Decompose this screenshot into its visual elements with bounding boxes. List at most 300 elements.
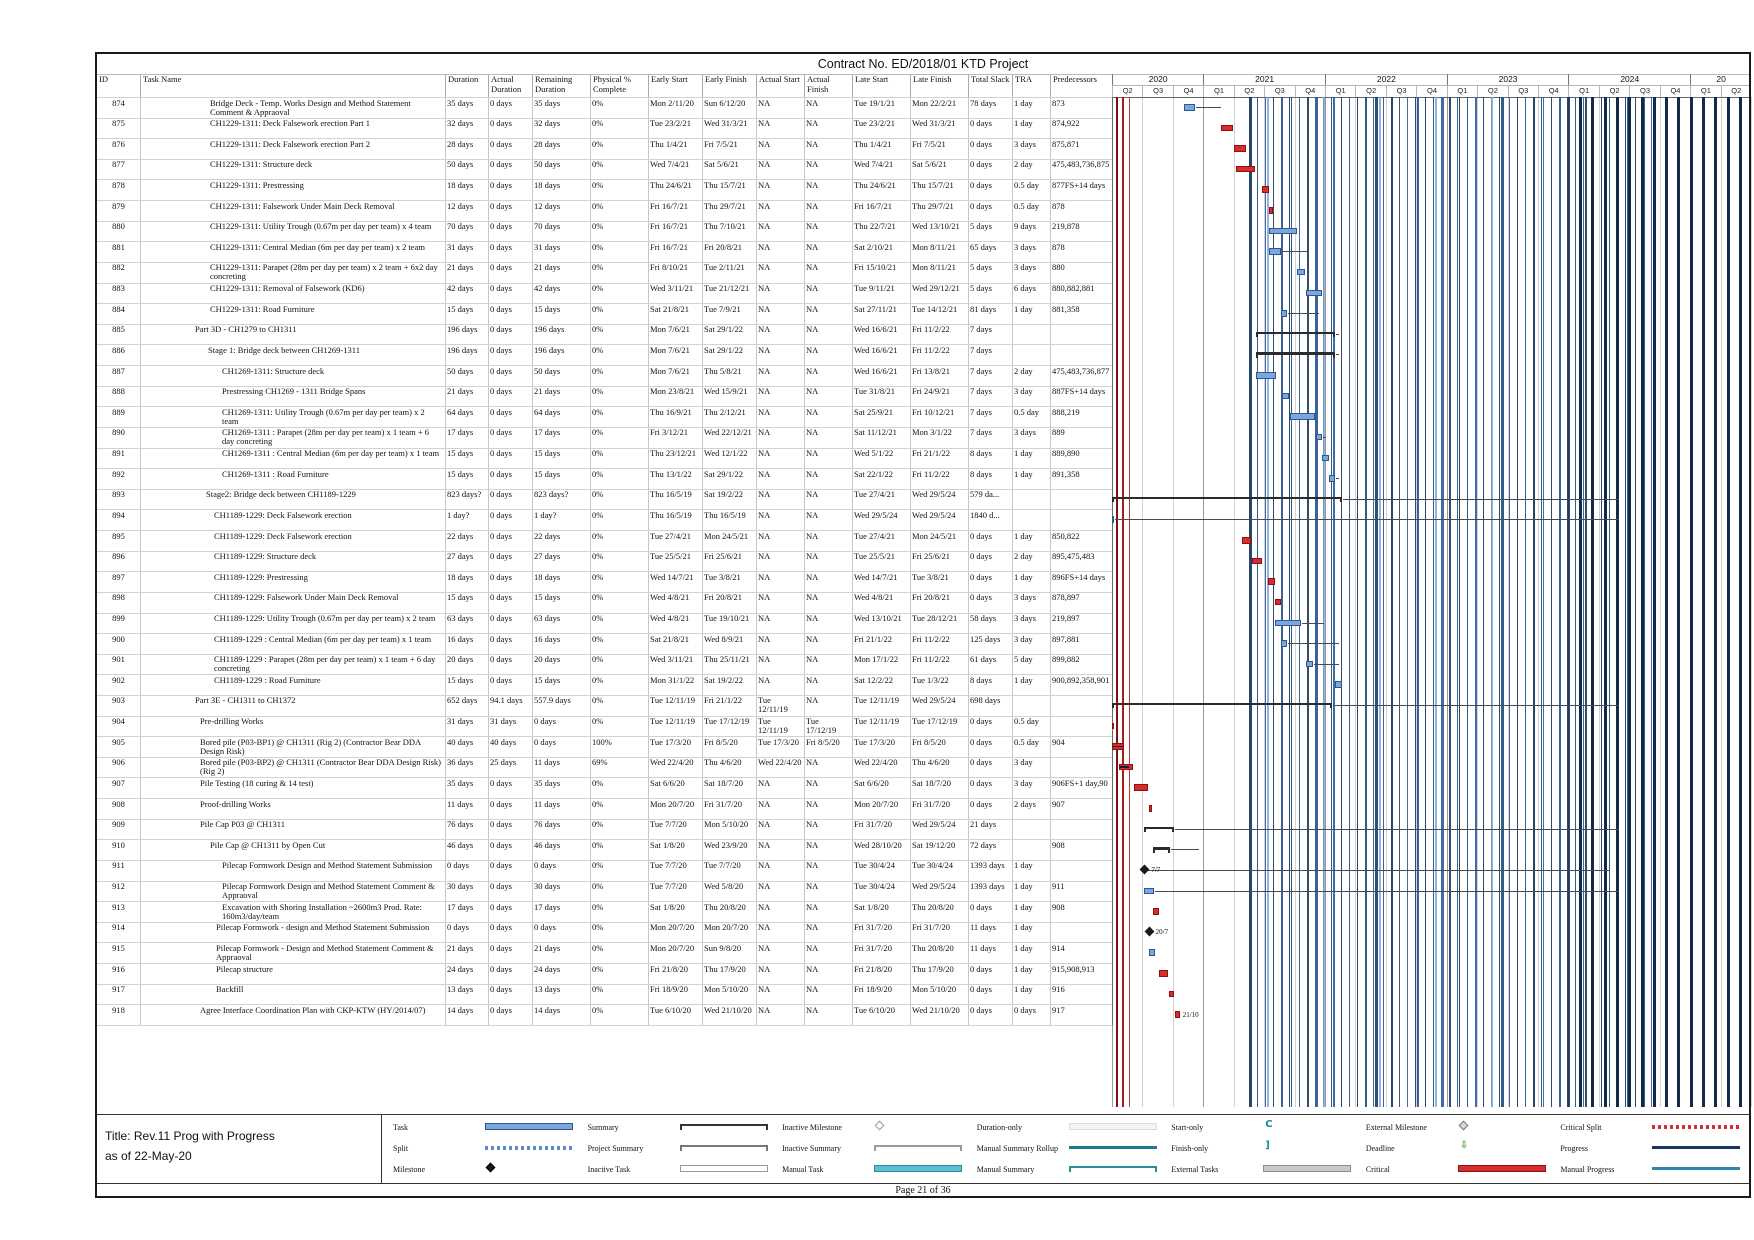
cell-id: 901 <box>112 654 125 665</box>
cell-dur: 196 days <box>447 344 478 355</box>
timeline-quarter: Q2 <box>1112 85 1142 97</box>
cell-name: CH1189-1229: Utility Trough (0.67m per day per team) x 2 team <box>214 613 436 623</box>
cell-pred: 907 <box>1052 798 1065 809</box>
cell-rdur: 15 days <box>534 303 561 314</box>
cell-adur: 25 days <box>490 757 517 768</box>
task-bar <box>1281 310 1287 317</box>
cell-id: 918 <box>112 1004 125 1015</box>
cell-slack: 0 days <box>970 716 992 727</box>
cell-id: 903 <box>112 695 125 706</box>
cell-ef: Fri 25/6/21 <box>704 551 743 562</box>
cell-lf: Wed 29/5/24 <box>912 509 956 520</box>
duration-only-icon <box>1069 1123 1157 1130</box>
cell-pct: 0% <box>592 839 604 850</box>
timeline-quarter: Q4 <box>1416 85 1446 97</box>
cell-pct: 0% <box>592 571 604 582</box>
summary-bar-cap <box>1112 497 1114 503</box>
cell-tra: 1 day <box>1014 984 1033 995</box>
timeline-year-2020: 2020 <box>1112 74 1203 85</box>
cell-id: 910 <box>112 839 125 850</box>
cell-ls: Wed 4/8/21 <box>854 592 894 603</box>
cell-ls: Fri 18/9/20 <box>854 984 893 995</box>
late-bar-line <box>1475 97 1477 1107</box>
cell-es: Tue 7/7/20 <box>650 860 687 871</box>
cell-as: NA <box>758 262 771 273</box>
cell-lf: Fri 10/12/21 <box>912 406 955 417</box>
cell-ef: Tue 7/7/20 <box>704 860 741 871</box>
cell-adur: 0 days <box>490 159 512 170</box>
cell-id: 891 <box>112 448 125 459</box>
cell-adur: 0 days <box>490 984 512 995</box>
cell-id: 905 <box>112 736 125 747</box>
cell-pct: 0% <box>592 819 604 830</box>
cell-tra <box>1012 489 1050 510</box>
cell-id: 878 <box>112 179 125 190</box>
cell-slack: 0 days <box>970 798 992 809</box>
cell-slack: 1840 d... <box>970 509 1000 520</box>
cell-af: NA <box>806 97 819 108</box>
late-bar-line <box>1265 97 1266 1107</box>
late-bar-line <box>1407 97 1408 1107</box>
cell-slack: 8 days <box>970 448 992 459</box>
timeline-year-20: 20 <box>1690 74 1751 85</box>
cell-lf: Tue 30/4/24 <box>912 860 954 871</box>
cell-tra: 1 day <box>1014 901 1033 912</box>
cell-tra: 0.5 day <box>1014 200 1040 211</box>
cell-pct: 0% <box>592 97 604 108</box>
task-bar <box>1306 290 1322 297</box>
cell-ef: Mon 20/7/20 <box>704 922 749 933</box>
cell-slack: 698 days <box>970 695 1001 706</box>
cell-slack: 8 days <box>970 674 992 685</box>
cell-rdur: 21 days <box>534 262 561 273</box>
cell-af: NA <box>806 241 819 252</box>
cell-lf: Fri 11/2/22 <box>912 633 950 644</box>
cell-name: Excavation with Shoring Installation ~2600m3 Prod. Rate: 160m3/day/team <box>222 901 422 921</box>
cell-name: CH1189-1229: Structure deck <box>214 551 317 562</box>
cell-pred: 906FS+1 day,90 <box>1052 777 1108 788</box>
legend-label-split: Split <box>393 1144 409 1153</box>
cell-rdur: 14 days <box>534 1004 561 1015</box>
cell-as: NA <box>758 984 771 995</box>
cell-rdur: 24 days <box>534 963 561 974</box>
cell-es: Thu 16/5/19 <box>650 489 692 500</box>
cell-pred <box>1050 860 1112 881</box>
cell-slack: 0 days <box>970 736 992 747</box>
cell-rdur: 0 days <box>534 922 556 933</box>
late-bar-line <box>1625 97 1626 1107</box>
cell-es: Tue 7/7/20 <box>650 881 687 892</box>
cell-slack: 11 days <box>970 922 996 933</box>
late-bar-line <box>1333 97 1335 1107</box>
cell-lf: Wed 13/10/21 <box>912 221 960 232</box>
cell-slack: 11 days <box>970 942 996 953</box>
cell-id: 895 <box>112 530 125 541</box>
legend-swatch-inactive-milestone <box>874 1122 966 1132</box>
cell-pct: 0% <box>592 942 604 953</box>
cell-dur: 50 days <box>447 365 474 376</box>
cell-rdur: 76 days <box>534 819 561 830</box>
cell-lf: Fri 24/9/21 <box>912 386 951 397</box>
cell-name: Pile Cap @ CH1311 by Open Cut <box>210 839 326 850</box>
late-bar-line <box>1441 97 1444 1107</box>
cell-slack: 7 days <box>970 324 992 335</box>
progress-icon <box>1652 1146 1740 1149</box>
cell-rdur: 27 days <box>534 551 561 562</box>
cell-pred <box>1050 489 1112 510</box>
cell-rdur: 21 days <box>534 942 561 953</box>
cell-adur: 0 days <box>490 654 512 665</box>
timeline-quarter: Q1 <box>1690 85 1720 97</box>
cell-as: NA <box>758 839 771 850</box>
slack-line <box>1333 705 1618 706</box>
column-header-rdur: Remaining Duration <box>532 74 590 97</box>
quarter-gridline <box>1234 97 1235 1107</box>
summary-bar <box>1112 497 1342 500</box>
cell-adur: 94.1 days <box>490 695 523 706</box>
cell-adur: 0 days <box>490 179 512 190</box>
cell-adur: 0 days <box>490 386 512 397</box>
cell-ef: Thu 25/11/21 <box>704 654 750 665</box>
cell-adur: 0 days <box>490 468 512 479</box>
cell-es: Tue 17/3/20 <box>650 736 692 747</box>
cell-tra: 1 day <box>1014 571 1033 582</box>
legend-label-task: Task <box>393 1123 408 1132</box>
cell-rdur: 22 days <box>534 530 561 541</box>
cell-ef: Sat 29/1/22 <box>704 344 743 355</box>
late-bar-line <box>1433 97 1434 1107</box>
cell-slack: 0 days <box>970 963 992 974</box>
cell-pred: 908 <box>1052 901 1065 912</box>
column-header-dur: Duration <box>445 74 488 97</box>
summary-cap <box>680 1124 682 1130</box>
cell-as: Tue 17/3/20 <box>758 736 800 747</box>
legend-label-rollup: Manual Summary Rollup <box>976 1144 1059 1153</box>
cell-ls: Thu 24/6/21 <box>854 179 896 190</box>
cell-rdur: 50 days <box>534 159 561 170</box>
inactive-summary-icon <box>874 1145 962 1147</box>
late-bar-line <box>1417 97 1419 1107</box>
cell-af: NA <box>806 942 819 953</box>
late-bar-line <box>1702 97 1705 1107</box>
cell-ls: Sat 1/8/20 <box>854 901 889 912</box>
legend-label-manual-task: Manual Task <box>782 1165 824 1174</box>
cell-lf: Thu 29/7/21 <box>912 200 954 211</box>
cell-lf: Tue 17/12/19 <box>912 716 958 727</box>
cell-af: NA <box>806 984 819 995</box>
quarter-gridline <box>1142 97 1143 1107</box>
cell-rdur: 13 days <box>534 984 561 995</box>
slack-line <box>1171 849 1199 850</box>
cell-af: NA <box>806 324 819 335</box>
critical-task-bar <box>1112 723 1114 730</box>
cell-lf: Fri 7/5/21 <box>912 138 946 149</box>
quarter-gridline <box>1325 97 1326 1107</box>
cell-id: 886 <box>112 344 125 355</box>
critical-task-bar <box>1242 537 1251 544</box>
legend-label-inactive-task: Inactive Task <box>587 1165 631 1174</box>
summary-bar <box>1144 827 1174 830</box>
cell-pred: 900,892,358,901 <box>1052 674 1110 685</box>
report-title: Contract No. ED/2018/01 KTD Project <box>97 54 1749 75</box>
cell-as: NA <box>758 777 771 788</box>
cell-dur: 30 days <box>447 881 474 892</box>
cell-name: Pilecap structure <box>216 963 273 974</box>
cell-lf: Mon 3/1/22 <box>912 427 952 438</box>
cell-name: Stage2: Bridge deck between CH1189-1229 <box>206 489 356 500</box>
cell-rdur: 17 days <box>534 901 561 912</box>
gantt-report-page <box>95 52 1751 1198</box>
column-header-as: Actual Start <box>756 74 804 97</box>
cell-af: NA <box>806 406 819 417</box>
cell-slack: 1393 days <box>970 860 1005 871</box>
column-header-tra: TRA <box>1012 74 1050 97</box>
cell-as: NA <box>758 1004 771 1015</box>
cell-tra: 6 days <box>1014 283 1036 294</box>
cell-rdur: 1 day? <box>534 509 557 520</box>
cell-dur: 22 days <box>447 530 474 541</box>
cell-rdur: 16 days <box>534 633 561 644</box>
cell-id: 875 <box>112 118 125 129</box>
task-bar <box>1269 228 1297 235</box>
cell-rdur: 42 days <box>534 283 561 294</box>
cell-rdur: 557.9 days <box>534 695 571 706</box>
cell-ef: Thu 29/7/21 <box>704 200 746 211</box>
summary-bar-cap <box>1333 332 1335 338</box>
cell-as: NA <box>758 592 771 603</box>
cell-ef: Thu 7/10/21 <box>704 221 746 232</box>
task-bar <box>1335 681 1341 688</box>
cell-es: Mon 23/8/21 <box>650 386 695 397</box>
cell-tra <box>1012 509 1050 530</box>
cell-tra: 1 day <box>1014 674 1033 685</box>
cell-ef: Sat 19/2/22 <box>704 489 743 500</box>
legend-swatch-manual-progress <box>1652 1164 1744 1174</box>
cell-ls: Wed 16/6/21 <box>854 365 898 376</box>
legend-label-inactive-milestone: Inactive Milestone <box>782 1123 842 1132</box>
cell-slack: 0 days <box>970 571 992 582</box>
cell-adur: 0 days <box>490 427 512 438</box>
task-bar <box>1322 455 1329 462</box>
late-bar-line <box>1585 97 1587 1107</box>
cell-af: NA <box>806 365 819 376</box>
cell-ef: Sun 9/8/20 <box>704 942 742 953</box>
cell-adur: 0 days <box>490 1004 512 1015</box>
cell-rdur: 35 days <box>534 777 561 788</box>
cell-adur: 0 days <box>490 798 512 809</box>
late-bar-line <box>1609 97 1610 1107</box>
cell-ef: Fri 8/5/20 <box>704 736 738 747</box>
timeline-year-2023: 2023 <box>1447 74 1569 85</box>
cell-as: Tue 12/11/19 <box>758 695 788 715</box>
cell-ls: Wed 13/10/21 <box>854 613 902 623</box>
late-bar-line <box>1299 97 1300 1107</box>
cell-pred <box>1050 819 1112 840</box>
cell-es: Wed 3/11/21 <box>650 283 694 294</box>
late-bar-line <box>1575 97 1576 1107</box>
cell-slack: 5 days <box>970 221 992 232</box>
cell-ls: Tue 12/11/19 <box>854 695 899 706</box>
start-only-icon: C <box>1265 1119 1273 1130</box>
cell-ef: Thu 15/7/21 <box>704 179 746 190</box>
cell-pred: 878,897 <box>1052 592 1080 603</box>
cell-id: 894 <box>112 509 125 520</box>
cell-rdur: 196 days <box>534 324 565 335</box>
slack-line <box>1196 107 1221 108</box>
cell-rdur: 0 days <box>534 716 556 727</box>
cell-adur: 0 days <box>490 262 512 273</box>
cell-dur: 18 days <box>447 179 474 190</box>
legend-swatch-external-tasks <box>1263 1164 1355 1174</box>
legend-swatch-critical-split <box>1652 1122 1744 1132</box>
late-bar-line <box>1349 97 1350 1107</box>
cell-af: NA <box>806 303 819 314</box>
slack-line <box>1336 334 1339 335</box>
cell-adur: 0 days <box>490 138 512 149</box>
cell-tra: 1 day <box>1014 963 1033 974</box>
cell-as: NA <box>758 613 771 623</box>
cell-as: Wed 22/4/20 <box>758 757 802 768</box>
cell-name: CH1229-1311: Deck Falsework erection Part 1 <box>210 118 370 129</box>
cell-lf: Fri 20/8/21 <box>912 592 951 603</box>
cell-dur: 14 days <box>447 1004 474 1015</box>
cell-af: NA <box>806 654 819 665</box>
critical-task-bar <box>1221 125 1233 132</box>
cell-adur: 0 days <box>490 901 512 912</box>
cell-lf: Fri 8/5/20 <box>912 736 946 747</box>
task-bar <box>1297 269 1305 276</box>
finish-only-icon: ] <box>1265 1140 1270 1151</box>
cell-pred: 878 <box>1052 200 1065 211</box>
timeline-quarter: Q2 <box>1599 85 1629 97</box>
cell-af: NA <box>806 468 819 479</box>
timeline-quarter: Q4 <box>1660 85 1690 97</box>
critical-date-line <box>1116 97 1118 1107</box>
late-bar-line <box>1257 97 1258 1107</box>
legend-swatch-inactive-task <box>680 1164 772 1174</box>
summary-bar-cap <box>1153 847 1155 853</box>
quarter-gridline <box>1721 97 1722 1107</box>
cell-tra: 0.5 day <box>1014 736 1040 747</box>
inactive-summary-cap <box>874 1145 876 1151</box>
cell-ef: Tue 2/11/21 <box>704 262 745 273</box>
cell-slack: 125 days <box>970 633 1001 644</box>
legend-label-external-milestone: External Milestone <box>1365 1123 1427 1132</box>
cell-lf: Sat 19/12/20 <box>912 839 956 850</box>
late-bar-line <box>1533 97 1535 1107</box>
legend-swatch-critical <box>1458 1164 1550 1174</box>
legend-swatch-project-summary <box>680 1143 772 1153</box>
cell-name: CH1189-1229 : Road Furniture <box>214 674 321 685</box>
late-bar-line <box>1641 97 1644 1107</box>
cell-ef: Wed 21/10/20 <box>704 1004 752 1015</box>
cell-lf: Tue 14/12/21 <box>912 303 958 314</box>
cell-id: 907 <box>112 777 125 788</box>
cell-name: CH1269-1311 : Road Furniture <box>222 468 329 479</box>
late-bar-line <box>1616 97 1619 1107</box>
cell-tra: 2 day <box>1014 551 1033 562</box>
cell-pred: 873 <box>1052 97 1065 108</box>
cell-id: 913 <box>112 901 125 912</box>
cell-es: Fri 16/7/21 <box>650 221 689 232</box>
cell-name: CH1229-1311: Deck Falsework erection Part 2 <box>210 138 370 149</box>
cell-ls: Wed 16/6/21 <box>854 324 898 335</box>
late-bar-line <box>1307 97 1309 1107</box>
cell-adur: 0 days <box>490 963 512 974</box>
late-bar-line <box>1289 97 1290 1107</box>
task-bar <box>1316 434 1322 441</box>
cell-lf: Thu 20/8/20 <box>912 901 954 912</box>
legend-swatch-start-only <box>1263 1119 1355 1132</box>
timeline-quarter: Q2 <box>1721 85 1751 97</box>
timeline-quarter: Q4 <box>1538 85 1568 97</box>
slack-line <box>1282 251 1308 252</box>
cell-dur: 32 days <box>447 118 474 129</box>
milestone-date-label: 20/7 <box>1155 927 1169 936</box>
cell-tra: 1 day <box>1014 530 1033 541</box>
cell-pred: 891,358 <box>1052 468 1080 479</box>
cell-name: Pre-drilling Works <box>200 716 264 727</box>
cell-slack: 7 days <box>970 344 992 355</box>
cell-tra: 1 day <box>1014 448 1033 459</box>
task-bar <box>1306 661 1313 668</box>
cell-tra <box>1012 839 1050 860</box>
late-bar-line <box>1739 97 1742 1107</box>
cell-ef: Thu 20/8/20 <box>704 901 746 912</box>
timeline-quarter: Q1 <box>1568 85 1598 97</box>
cell-rdur: 63 days <box>534 613 561 623</box>
slack-line <box>1302 623 1324 624</box>
cell-rdur: 31 days <box>534 241 561 252</box>
cell-tra: 3 day <box>1014 757 1033 768</box>
cell-af: NA <box>806 489 819 500</box>
summary-bar-cap <box>1112 703 1114 709</box>
cell-ls: Sat 12/2/22 <box>854 674 893 685</box>
cell-pred: 889 <box>1052 427 1065 438</box>
cell-tra <box>1012 344 1050 365</box>
slack-line <box>1115 519 1619 520</box>
cell-lf: Wed 31/3/21 <box>912 118 956 129</box>
cell-tra: 0 days <box>1014 1004 1036 1015</box>
cell-as: NA <box>758 860 771 871</box>
late-bar-line <box>1483 97 1484 1107</box>
cell-tra: 3 day <box>1014 386 1033 397</box>
cell-rdur: 20 days <box>534 654 561 665</box>
cell-tra: 0.5 day <box>1014 179 1040 190</box>
cell-pred <box>1050 509 1112 530</box>
quarter-gridline <box>1660 97 1661 1107</box>
cell-as: NA <box>758 179 771 190</box>
cell-ef: Fri 31/7/20 <box>704 798 743 809</box>
external-tasks-icon <box>1263 1165 1351 1172</box>
summary-bar-cap <box>1168 847 1170 853</box>
late-bar-line <box>1383 97 1384 1107</box>
critical-date-line <box>1122 97 1124 1107</box>
progress-line <box>1113 746 1123 748</box>
cell-tra: 1 day <box>1014 860 1033 871</box>
cell-pred: 896FS+14 days <box>1052 571 1106 582</box>
legend-label-project-summary: Project Summary <box>587 1144 644 1153</box>
cell-es: Thu 1/4/21 <box>650 138 688 149</box>
summary-bar-cap <box>1340 497 1342 503</box>
cell-es: Fri 21/8/20 <box>650 963 689 974</box>
column-header-pct: Physical % Complete <box>590 74 648 97</box>
cell-pct: 0% <box>592 695 604 706</box>
cell-pred: 888,219 <box>1052 406 1080 417</box>
cell-rdur: 46 days <box>534 839 561 850</box>
cell-ef: Tue 19/10/21 <box>704 613 750 623</box>
cell-dur: 50 days <box>447 159 474 170</box>
